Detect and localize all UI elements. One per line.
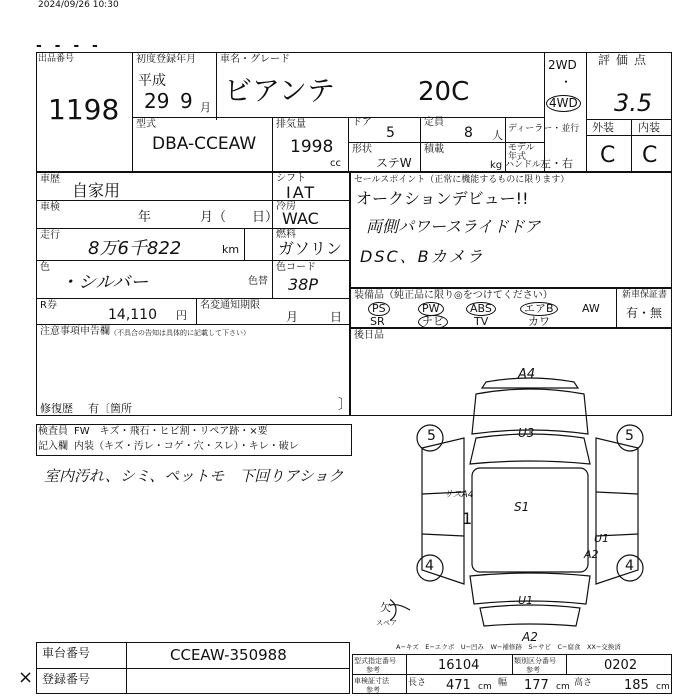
color-code-value: 38P — [288, 275, 319, 294]
color-code-label: 色コード — [276, 262, 316, 273]
inspector-note: 室内汚れ、シミ、ペットモ 下回りアショク — [44, 467, 344, 485]
drive-dot: ・ — [560, 75, 573, 89]
inspector-label-1: 検査員 — [38, 426, 68, 437]
height-unit: cm — [656, 682, 670, 692]
height-label: 高さ — [574, 678, 593, 688]
inspector-row-2: 内装（キズ・汚レ・コゲ・穴・スレ）・キレ・破レ — [74, 441, 299, 452]
sales-point-line-2: 両側パワースライドドア — [366, 217, 541, 236]
capacity-label: 定員 — [424, 117, 444, 128]
class-no-ref: 参考 — [526, 666, 540, 674]
length-value: 471 — [446, 678, 471, 693]
equipment-pw: PW — [418, 302, 444, 316]
capacity-unit: 人 — [492, 129, 503, 142]
cross-mark: × — [18, 667, 34, 688]
class-no-value: 0202 — [604, 658, 638, 673]
registration-year: 29 — [144, 89, 170, 113]
model-name-label: 車名・グレード — [220, 54, 290, 65]
mark-left-side-2: 1 — [462, 509, 473, 528]
length-label: 長さ — [408, 678, 427, 688]
width-label: 幅 — [498, 678, 508, 688]
capacity-value: 8 — [464, 125, 473, 141]
exterior-label: 外装 — [592, 121, 614, 134]
inspection-day: 日） — [252, 210, 279, 225]
equipment-navi: ナビ — [418, 315, 448, 329]
reg-no-label: 登録番号 — [42, 672, 91, 686]
displacement-value: 1998 — [290, 137, 334, 157]
equipment-leather: カワ — [528, 315, 550, 328]
displacement-unit: cc — [330, 158, 341, 169]
notice-month: 月 — [286, 310, 299, 324]
dimensions-ref: 参考 — [366, 686, 380, 694]
load-label: 積載 — [424, 144, 444, 155]
inspection-year: 年 — [138, 210, 152, 225]
aircon-value: WAC — [282, 209, 319, 228]
sales-point-label: セールスポイント（正常に機能するものに限ります） — [354, 175, 570, 185]
caution-label: 注意事項申告欄 — [40, 326, 110, 337]
chassis-value: CCEAW-350988 — [170, 646, 287, 664]
handle-label: ハンドル — [505, 160, 542, 170]
displacement-label: 排気量 — [276, 119, 306, 130]
equipment-tv: TV — [474, 315, 489, 328]
mark-left-side: サスA4 — [444, 490, 474, 500]
load-unit: kg — [490, 160, 503, 171]
inspection-month: 月（ — [200, 210, 227, 225]
type-no-label: 型式指定番号 — [354, 657, 396, 665]
fuel-value: ガソリン — [278, 239, 343, 258]
spare-label: スペア — [376, 619, 397, 627]
tire-mark-rear-right: 4 — [625, 558, 634, 574]
color-label: 色 — [40, 262, 50, 273]
width-value: 177 — [524, 678, 549, 693]
inspector-label-2: 記入欄 — [38, 441, 68, 452]
type-no-value: 16104 — [438, 658, 480, 673]
score-label: 評価点 — [598, 53, 653, 67]
color-value: ・シルバー — [60, 272, 149, 293]
door-label: ドア — [352, 117, 372, 128]
history-label: 車歴 — [40, 174, 60, 185]
score-value: 3.5 — [614, 89, 653, 117]
lot-number: 1198 — [48, 93, 120, 126]
mileage-label: 走行 — [40, 230, 60, 241]
type-code-label: 型式 — [136, 119, 156, 130]
mark-a4-top: A4 — [518, 367, 536, 382]
type-no-ref: 参考 — [366, 666, 380, 674]
rear-label: 後日品 — [354, 330, 384, 341]
chassis-label: 車台番号 — [42, 646, 91, 660]
shift-value: IAT — [286, 183, 317, 202]
registration-era: 平成 — [138, 73, 166, 89]
history-value: 自家用 — [72, 181, 121, 200]
caution-sub: （不具合の告知は具体的に記載して下さい） — [110, 329, 250, 337]
notice-label: 名変通知期限 — [200, 300, 260, 311]
dimensions-label: 車検証寸法 — [354, 677, 389, 685]
equipment-ps: PS — [368, 302, 390, 316]
sales-point-line-1: オークションデビュー!! — [356, 189, 529, 208]
warranty-value: 有・無 — [626, 306, 663, 320]
mileage-unit: km — [222, 243, 240, 256]
registration-label: 初度登録年月 — [136, 54, 196, 65]
equipment-airbag: エアB — [520, 302, 558, 316]
repair-label: 修復歴 — [40, 402, 73, 415]
registration-month-unit: 月 — [200, 101, 211, 114]
inspector-row-1: FW キズ・飛石・ヒビ割・リペア跡・×要 — [74, 426, 268, 437]
repair-close: 〕 — [338, 397, 352, 413]
equipment-aw: AW — [582, 302, 600, 315]
mark-s1: S1 — [514, 500, 530, 514]
interior-value: C — [642, 143, 658, 168]
model-grade: 20C — [418, 77, 470, 107]
registration-month: 9 — [180, 89, 193, 113]
length-unit: cm — [478, 682, 492, 692]
recycle-value: 14,110 — [108, 307, 157, 323]
inspection-label: 車検 — [40, 202, 60, 213]
roof-shape — [472, 468, 588, 572]
paint-label: 色替 — [248, 276, 268, 287]
mark-a2-side: A2 — [584, 548, 599, 561]
tire-mark-rear-left: 4 — [425, 558, 434, 574]
top-marks: - - - - — [36, 38, 102, 54]
recycle-unit: 円 — [176, 309, 187, 322]
equipment-abs: ABS — [466, 302, 496, 316]
fuel-label: 燃料 — [276, 229, 296, 240]
model-year-label: モデル年式 — [508, 143, 535, 162]
width-unit: cm — [556, 682, 570, 692]
shape-value: ステW — [376, 156, 412, 170]
height-value: 185 — [624, 678, 649, 693]
tire-mark-front-right: 5 — [625, 428, 634, 444]
mark-u3: U3 — [518, 426, 535, 440]
model-name: ビアンテ — [224, 74, 335, 107]
notice-day: 日 — [330, 310, 343, 324]
type-code-value: DBA-CCEAW — [152, 134, 257, 154]
mileage-value: 8万6千822 — [88, 238, 182, 259]
recycle-label: R券 — [40, 300, 57, 311]
mark-u1: U1 — [594, 532, 610, 545]
mark-u1-floor: U1 — [518, 594, 534, 607]
exterior-value: C — [600, 143, 616, 168]
diagram-legend: A−キズ E−エクボ U−凹み W−補修跡 S−サビ C−腐食 XX−交換済 — [396, 643, 621, 651]
interior-label: 内装 — [638, 121, 660, 134]
spare-mark: 欠 — [380, 601, 391, 614]
door-value: 5 — [386, 125, 395, 141]
drive-4wd: 4WD — [546, 95, 581, 112]
sales-point-line-3: DSC、Bカメラ — [360, 247, 485, 266]
equipment-label: 装備品（純正品に限り◎をつけてください） — [354, 290, 553, 301]
repair-value: 有〔箇所 — [88, 402, 132, 415]
handle-value: 左・右 — [540, 157, 573, 170]
mark-a2-bottom: A2 — [522, 630, 538, 644]
tire-mark-front-left: 5 — [427, 428, 436, 444]
warranty-label: 新車保証書 — [622, 290, 668, 300]
drive-2wd: 2WD — [548, 58, 577, 72]
shape-label: 形状 — [352, 144, 372, 155]
aircon-label: 冷房 — [276, 201, 296, 212]
lot-label: 出品番号 — [38, 54, 75, 64]
shift-label: シフト — [276, 173, 306, 184]
timestamp: 2024/09/26 10:30 — [38, 0, 119, 10]
equipment-sr: SR — [370, 315, 385, 328]
class-no-label: 類別区分番号 — [514, 657, 556, 665]
dealer-label: ディーラー・並行 — [508, 124, 580, 134]
